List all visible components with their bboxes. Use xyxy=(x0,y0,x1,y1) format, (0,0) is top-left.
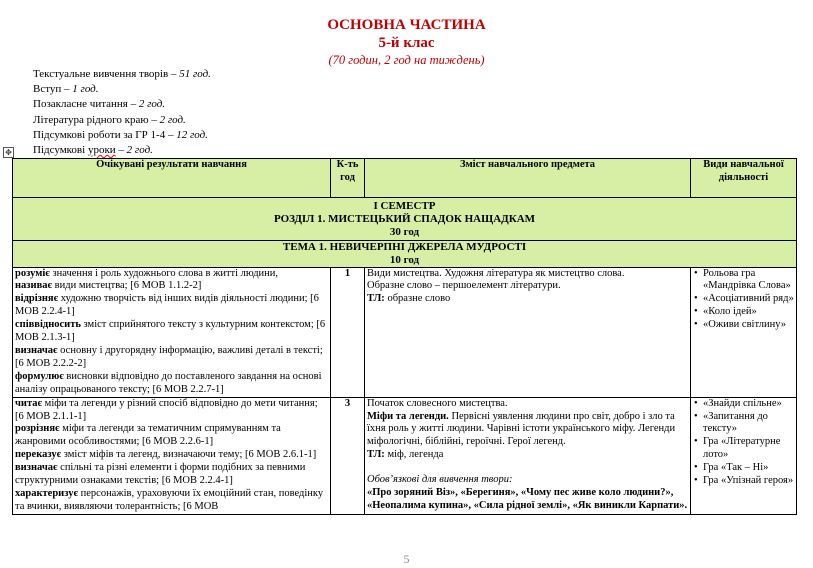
content-cell xyxy=(365,397,691,514)
hours-line xyxy=(33,143,211,158)
hours-label: Вступ – xyxy=(33,83,73,96)
hours-line xyxy=(33,113,211,128)
theme-row xyxy=(13,240,797,267)
result-verb: читає xyxy=(15,397,43,409)
result-text: висновки відповідно до поставленого завдання на основі аналізу опрацьованого тексту; [6 МОВ 2.2.7-1] xyxy=(15,370,322,395)
hours-line xyxy=(33,128,211,143)
header-content: Зміст навчального предмета xyxy=(365,159,691,198)
content-line: Образне слово – першоелемент літератури. xyxy=(367,280,561,292)
hours-value: 1 год. xyxy=(72,83,99,96)
result-verb: визначає xyxy=(15,344,58,356)
activities-cell xyxy=(691,267,797,397)
result-text: художню творчість від інших видів діяльності людини; [6 МОВ 2.2.4-1] xyxy=(15,293,319,318)
activity-item: • «Знайди спільне» xyxy=(693,398,794,411)
curriculum-table xyxy=(12,158,797,515)
content-line: Початок словесного мистецтва. xyxy=(367,397,508,409)
page-number: 5 xyxy=(403,552,410,566)
result-item xyxy=(15,449,328,462)
page-title: ОСНОВНА ЧАСТИНА xyxy=(327,17,486,33)
result-item xyxy=(15,371,328,397)
result-item xyxy=(15,280,328,293)
content-cell xyxy=(365,267,691,397)
header-results: Очікувані результати навчання xyxy=(13,159,331,198)
terms-text: міф, легенда xyxy=(384,449,444,461)
section-title: РОЗДІЛ 1. МИСТЕЦЬКИЙ СПАДОК НАЩАДКАМ xyxy=(273,212,536,225)
theme-hours: 10 год xyxy=(389,253,420,266)
activity-item: • «Асоціативний ряд» xyxy=(693,293,794,306)
required-works-label: Обов’язкові для вивчення твори: xyxy=(367,474,513,486)
hours-value: 51 год. xyxy=(179,68,211,80)
result-verb: називає xyxy=(15,280,53,292)
result-text: основну і другорядну інформацію, важливі деталі в тексті; [6 МОВ 2.2.2-2] xyxy=(15,344,323,369)
semester-label: І СЕМЕСТР xyxy=(373,200,436,212)
result-verb: співвідносить xyxy=(15,319,81,331)
header-activities: Види навчальної діяльності xyxy=(691,159,797,198)
result-item xyxy=(15,423,328,449)
terms-line xyxy=(367,449,688,462)
activities-cell xyxy=(691,397,797,514)
result-text: значення і роль художнього слова в житті людини, xyxy=(49,267,279,279)
results-cell xyxy=(13,267,331,397)
content-paragraph xyxy=(367,411,688,450)
table-move-handle-icon[interactable]: ✥ xyxy=(3,147,14,158)
terms-text: образне слово xyxy=(384,293,451,305)
grade-title: 5-й клас xyxy=(378,35,435,51)
table-row xyxy=(13,397,797,514)
content-topic: Міфи та легенди. xyxy=(367,410,449,422)
result-text: персонажів, ураховуючи їх емоційний стан, поведінку та вчинки, виявляючи толерантність; [6 МОВ xyxy=(15,487,324,512)
result-text: міфи та легенди за тематичним спрямуванням та жанровими особливостями; [6 МОВ 2.2.6-1] xyxy=(15,423,281,448)
hours-line xyxy=(33,97,211,112)
result-text: спільні та різні елементи і форми подібних за певними структурними ознаками текстів; [6 МОВ 2.2.4-1] xyxy=(15,462,306,487)
table-header-row xyxy=(13,159,797,198)
result-item xyxy=(15,293,328,319)
result-verb: розуміє xyxy=(15,267,50,279)
content-line: Види мистецтва. Художня література як мистецтво слова. xyxy=(367,267,625,279)
hours-line xyxy=(33,67,211,82)
table-row xyxy=(13,267,797,397)
hours-label: Підсумкові роботи за ГР 1-4 – xyxy=(33,128,177,141)
activity-item: • «Оживи світлину» xyxy=(693,319,794,332)
result-item xyxy=(15,345,328,371)
result-verb: розрізняє xyxy=(15,423,60,435)
result-verb: відрізняє xyxy=(15,293,59,305)
hours-value: 2 год. xyxy=(159,113,186,126)
terms-label: ТЛ: xyxy=(367,293,385,305)
hours-label: Текстуальне вивчення творів – xyxy=(33,68,180,80)
activity-item: • Рольова гра «Мандрівка Слова» xyxy=(693,268,794,294)
result-item xyxy=(15,488,328,514)
hours-label: Література рідного краю – xyxy=(33,113,160,126)
hours-breakdown xyxy=(33,67,211,158)
terms-label: ТЛ: xyxy=(367,449,385,461)
result-text: міфи та легенди у різний спосіб відповідно до мети читання; [6 МОВ 2.1.1-1] xyxy=(15,397,318,422)
theme-cell xyxy=(13,240,797,267)
result-item xyxy=(15,462,328,488)
result-item xyxy=(15,398,328,424)
hours-cell: 3 xyxy=(331,397,365,514)
activity-item: • Гра «Так – Ні» xyxy=(693,462,794,475)
result-item xyxy=(15,319,328,345)
result-verb: визначає xyxy=(15,462,58,474)
hours-value: 2 год. xyxy=(138,98,166,111)
terms-line xyxy=(367,293,688,306)
activity-item: • Гра «Упізнай героя» xyxy=(693,475,794,488)
hours-cell: 1 xyxy=(331,267,365,397)
theme-title: ТЕМА 1. НЕВИЧЕРПНІ ДЖЕРЕЛА МУДРОСТІ xyxy=(282,240,527,253)
hours-subtitle: (70 годин, 2 год на тиждень) xyxy=(328,53,485,67)
hours-value: 12 год. xyxy=(176,128,208,141)
semester-row xyxy=(13,198,797,241)
content-text: Первісні уявлення людини про світ, добро і зло та їхня роль у житті людини. Чарівні істоти українського міфу. Легенди міфологічні, біблійні, героїчні. Герої легенд. xyxy=(367,410,676,448)
activity-item: • «Запитання до тексту» xyxy=(693,411,794,437)
hours-line xyxy=(33,82,211,97)
result-text: зміст сприйнятого тексту з культурним контекстом; [6 МОВ 2.1.3-1] xyxy=(15,319,326,344)
results-cell xyxy=(13,397,331,514)
section-hours: 30 год xyxy=(389,225,420,238)
result-text: зміст міфів та легенд, визначаючи тему; [6 МОВ 2.6.1-1] xyxy=(61,449,317,461)
required-works-list: «Про зоряний Віз», «Берегиня», «Чому пес живе коло людини?», «Неопалима купина», «Сила рідної землі», «Як виникли Карпати». xyxy=(367,487,688,511)
activity-item: • «Коло ідей» xyxy=(693,306,794,319)
hours-label: Позакласне читання – xyxy=(33,98,139,111)
hours-label: Підсумкові xyxy=(33,144,88,157)
result-verb: характеризує xyxy=(15,487,78,499)
semester-cell xyxy=(13,198,797,241)
result-verb: переказує xyxy=(15,449,62,461)
result-item xyxy=(15,268,328,281)
result-verb: формулює xyxy=(15,370,64,382)
result-text: види мистецтва; [6 МОВ 1.1.2-2] xyxy=(52,280,202,292)
activity-item: • Гра «Літературне лото» xyxy=(693,436,794,462)
hours-value: – 2 год. xyxy=(115,144,153,157)
header-hours: К-ть год xyxy=(331,159,365,198)
hours-label-misspelled: уроки xyxy=(87,144,116,157)
